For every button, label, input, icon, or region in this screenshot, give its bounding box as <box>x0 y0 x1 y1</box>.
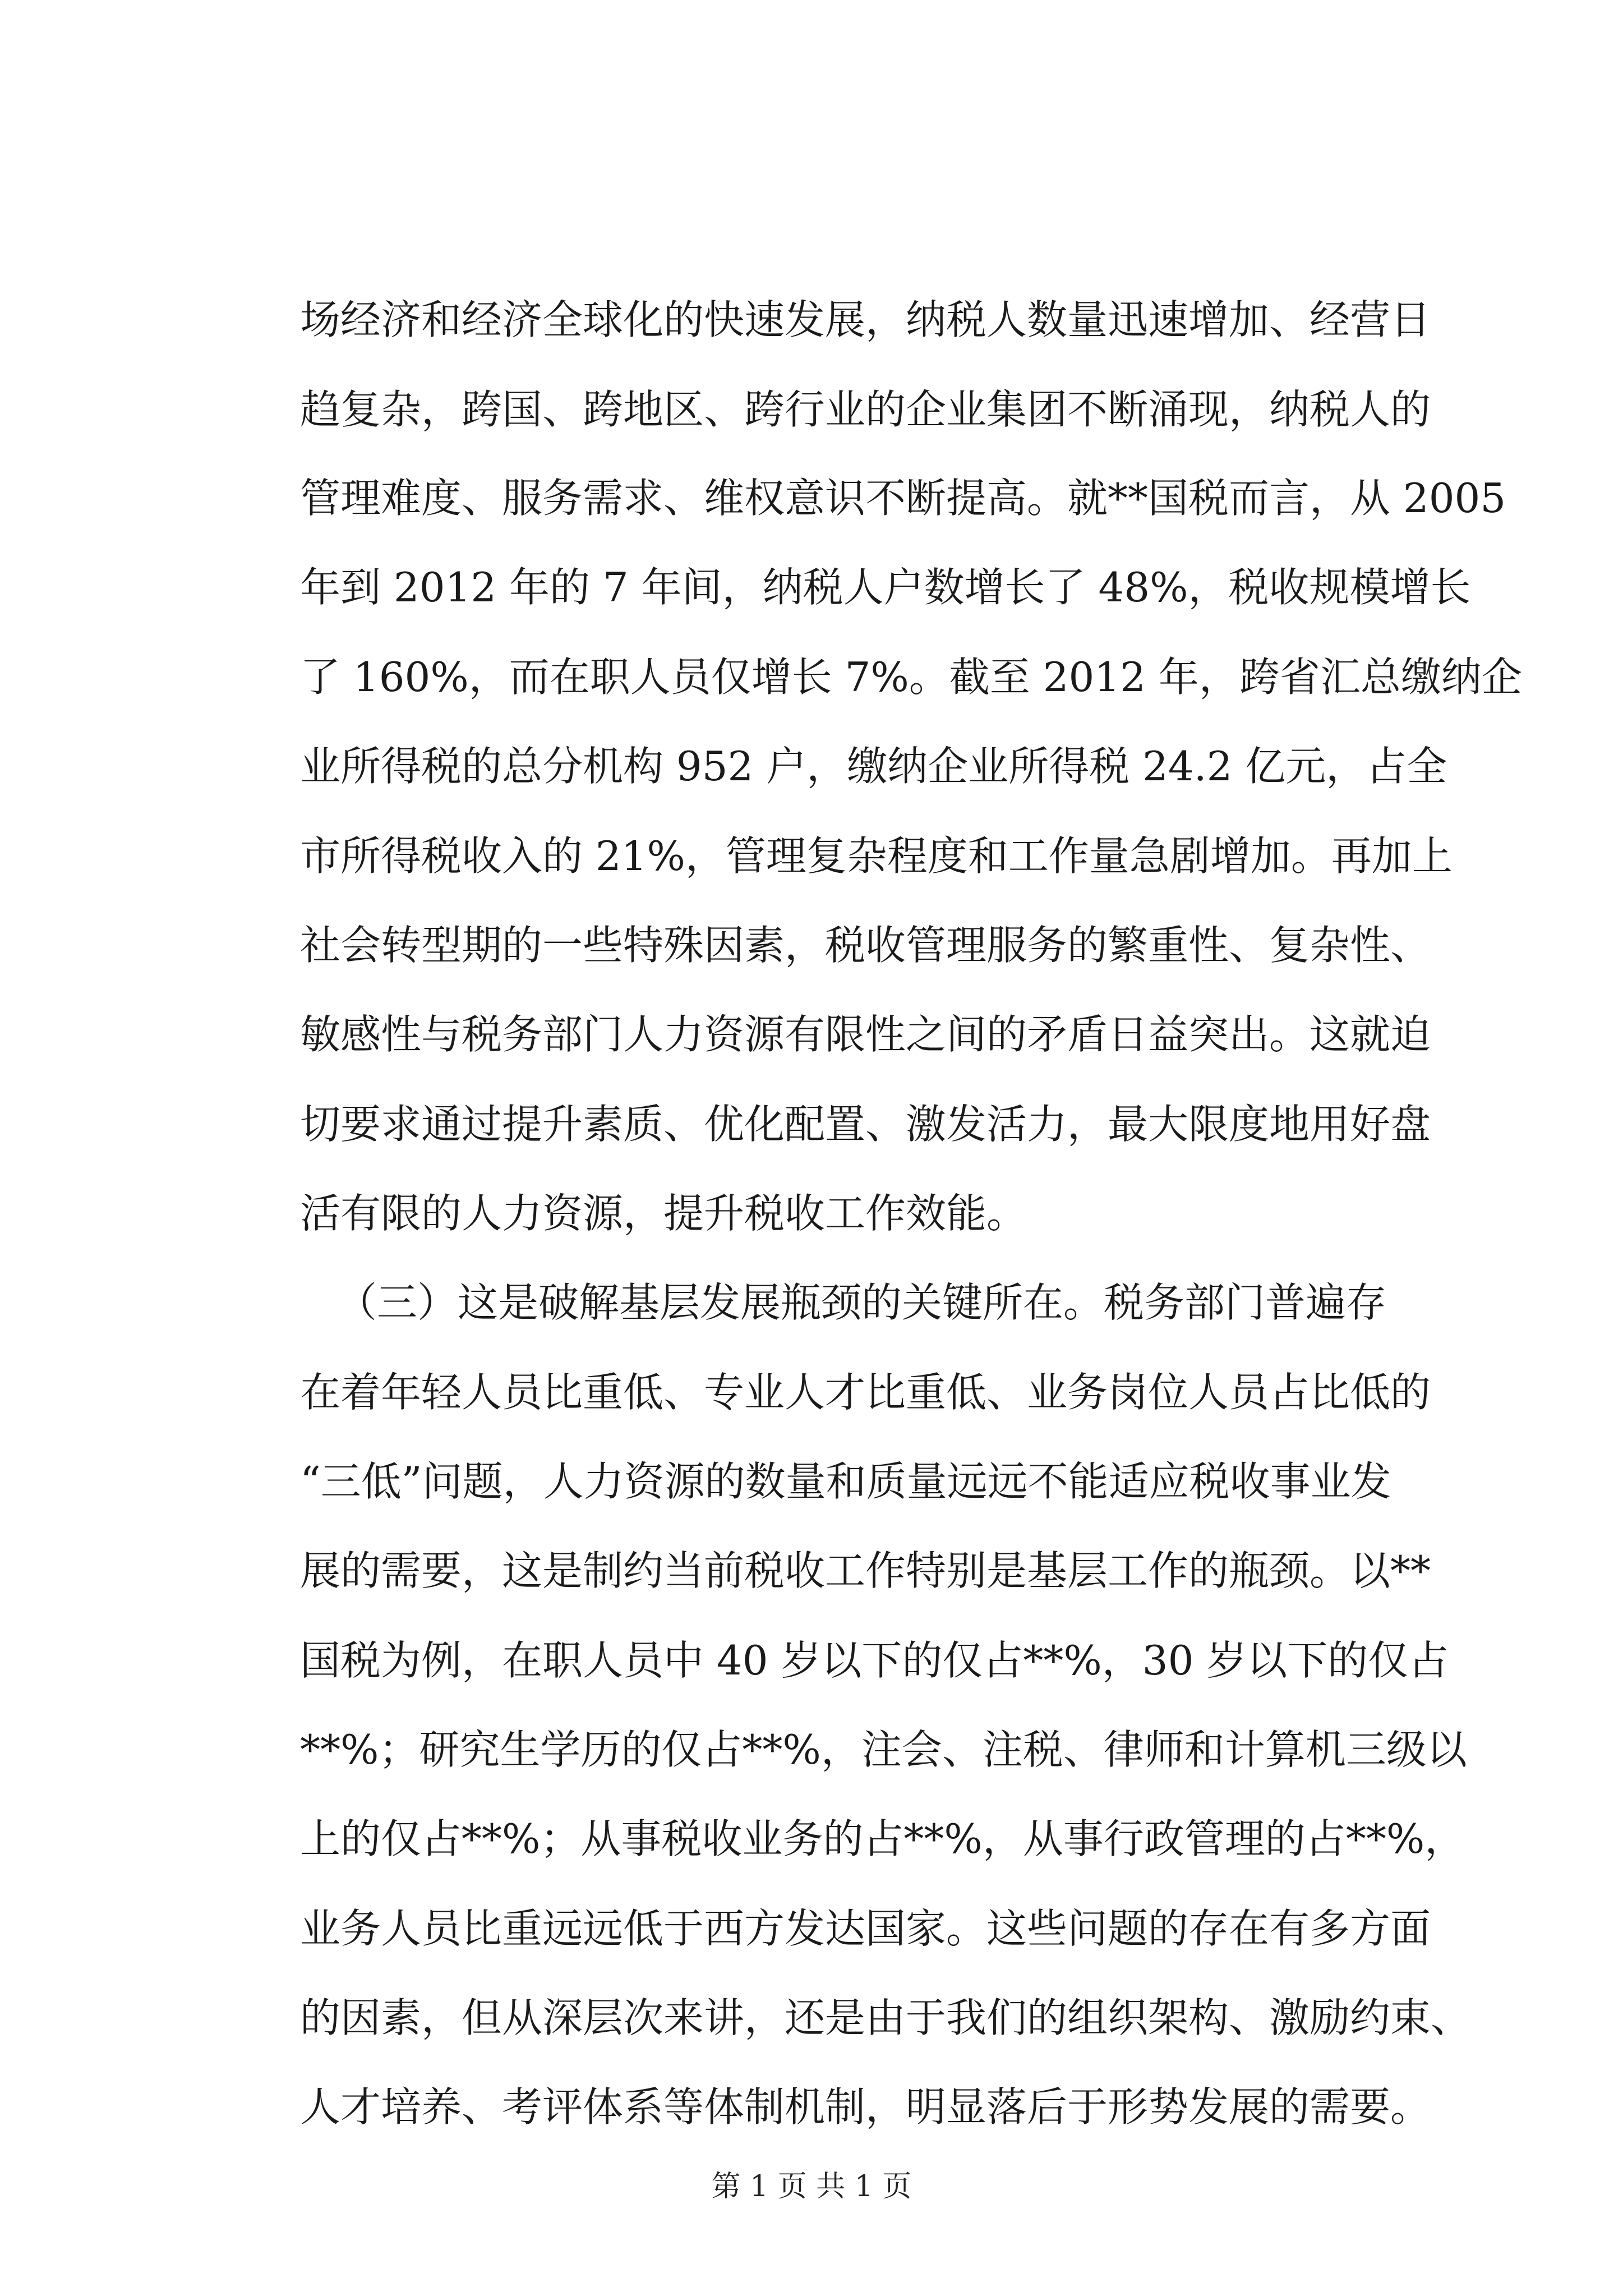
text-line: 管理难度、服务需求、维权意识不断提高。就**国税而言，从 2005 <box>300 475 1506 522</box>
text-line: 年到 2012 年的 7 年间，纳税人户数增长了 48%，税收规模增长 <box>300 564 1471 611</box>
text-line: **%；研究生学历的仅占**%，注会、注税、律师和计算机三级以 <box>300 1726 1467 1773</box>
text-line: 业务人员比重远远低于西方发达国家。这些问题的存在有多方面 <box>300 1905 1431 1952</box>
text-line: 市所得税收入的 21%，管理复杂程度和工作量急剧增加。再加上 <box>300 832 1453 880</box>
text-line: 了 160%，而在职人员仅增长 7%。截至 2012 年，跨省汇总缴纳企 <box>300 654 1522 701</box>
text-line: 国税为例，在职人员中 40 岁以下的仅占**%，30 岁以下的仅占 <box>300 1637 1449 1684</box>
page-number-footer: 第 1 页 共 1 页 <box>711 2170 912 2203</box>
text-line: 展的需要，这是制约当前税收工作特别是基层工作的瓶颈。以** <box>300 1547 1431 1594</box>
text-line: 的因素，但从深层次来讲，还是由于我们的组织架构、激励约束、 <box>300 1994 1472 2041</box>
text-line: 社会转型期的一些特殊因素，税收管理服务的繁重性、复杂性、 <box>300 922 1431 969</box>
text-line: 趋复杂，跨国、跨地区、跨行业的企业集团不断涌现，纳税人的 <box>300 386 1431 433</box>
text-line: 切要求通过提升素质、优化配置、激发活力，最大限度地用好盘 <box>300 1101 1431 1148</box>
text-line: 上的仅占**%；从事税收业务的占**%，从事行政管理的占**%， <box>300 1815 1465 1862</box>
text-line: 人才培养、考评体系等体制机制，明显落后于形势发展的需要。 <box>300 2083 1431 2131</box>
text-line: 活有限的人力资源，提升税收工作效能。 <box>300 1190 1027 1237</box>
text-line: 场经济和经济全球化的快速发展，纳税人数量迅速增加、经营日 <box>300 296 1431 343</box>
section-heading-line: （三）这是破解基层发展瓶颈的关键所在。税务部门普遍存 <box>336 1279 1387 1326</box>
text-line: 在着年轻人员比重低、专业人才比重低、业务岗位人员占比低的 <box>300 1369 1431 1416</box>
text-line: 业所得税的总分机构 952 户，缴纳企业所得税 24.2 亿元，占全 <box>300 743 1447 790</box>
text-line: 敏感性与税务部门人力资源有限性之间的矛盾日益突出。这就迫 <box>300 1011 1431 1058</box>
text-line: “三低”问题，人力资源的数量和质量远远不能适应税收事业发 <box>300 1458 1391 1505</box>
